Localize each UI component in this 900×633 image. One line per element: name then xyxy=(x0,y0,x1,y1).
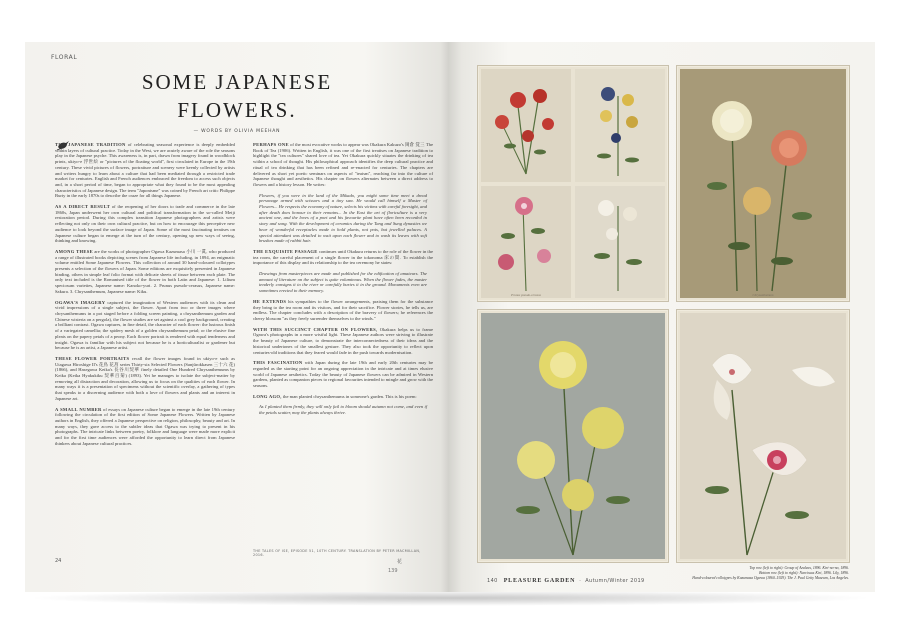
paragraph xyxy=(253,249,433,266)
paragraph-text: with Japan during the late 19th and early 20th centuries may be regarded as the starting point for an ongoing appreciation in the intricate and at times elusive world of Japanese aesthetics. Today the beauty of Japanese flowers can be admired in Western gardens, planted as companion pieces to regional favourites intended to mingle and grow with the seasons. xyxy=(253,360,433,389)
section-tag: FLORAL xyxy=(51,54,78,61)
quote-text: Flowers, if you were in the land of the Mikado, you might some time meet a dread personage armed with scissors and a tiny saw. He would call himself a Master of Flowers... He respects the economy of nature, selects his victims with careful foresight, and after death does honour to their remains... In the East the art of floriculture is a very ancient one, and the loves of a poet and his favourite plant have often been recorded in story and song. With the development of ceramics during the Tang and Sung dynasties we hear of wonderful receptacles made to hold plants, not pots, but jewelled palaces. A special attendant was detailed to wait upon each flower and to wash its leaves with soft brushes made of rabbit hair. xyxy=(259,192,427,244)
paragraph-text: of the most evocative works to appear was Okakura Kakuzo's 岡倉 覚三 The Book of Tea (1906). Written in English, it was one of the first treatises on Japanese tradition to highlight the "tea cultures" shared love of tea. Yet Okakura quickly situates the drinking of tea within a school of thought. His philosophical approach identifies the deep cultural practice and ritual of tea drinking that has been refined and re-enacted for centuries. The chapters are delivered as short yet poetic seminars on aspects of "teaism", reaching far into the culture of Japanese thought and aesthetics. His chapter on flowers alternates between a direct address to flowers and a history lesson. He writes: xyxy=(253,142,433,187)
right-page xyxy=(449,42,875,592)
gutter-number-left: 139 xyxy=(388,568,398,574)
paragraph-text: recall the flower images found in ukiyo-e such as Utagawa Hiroshige II's 花鳥 花菖 series Thirty-six Selected Flowers (Sanjūrokkasen 三十六 花) (1866), and Hasegawa Keika's 長谷川契華 finely detailed One Hundred Chrysanthemums by Keika (Keika Hyakukiku 契華百菊) (1893). Yet he manages to isolate the subject-matter by removing all distraction and decoration, allowing us to focus on the qualities of each flower. In many ways it is a presentation of specimens without the scientific overlay, a gathering of types that speaks to a discerning audience with both a love of flowers and plants and an interest in Japanese art. xyxy=(55,355,236,401)
footnote: THE TALES OF ISE, EPISODE 51, 10TH CENTURY. TRANSLATION BY PETER MACMILLAN, 2016. xyxy=(253,549,421,557)
photo-caption xyxy=(619,566,849,581)
paragraph-lead: AS A DIRECT RESULT xyxy=(55,204,111,210)
paragraph xyxy=(55,407,235,447)
flower-grid-illustration xyxy=(478,66,668,301)
plate-yellow-chrysanthemum xyxy=(477,309,669,563)
paragraph xyxy=(253,404,433,415)
article-title xyxy=(25,68,449,124)
paragraph xyxy=(253,193,433,244)
kanji-mark: 花 xyxy=(397,559,403,565)
column-a xyxy=(55,142,235,451)
column-b xyxy=(253,142,433,421)
paragraph-text: his sympathies to the flower arrangements, praising them for the substance they bring to the tea room and its visitors, and for their sacrifice. Flower stories, he tells us, are endless. The chapter concludes with a description of the bravery of flowers; he references the cherry blossom "as they freely surrender themselves to the winds." xyxy=(253,298,433,321)
caption-line-2: Bottom row (left to right): Narcissus Kiri, 1896. Lily, 1896. xyxy=(759,571,849,575)
title-line-1: SOME JAPANESE xyxy=(141,70,333,94)
quote-text: Drawings from masterpieces are made and published for the edification of amateurs. The amount of literature on the subject is quite voluminous. When the flower fades, the master tenderly consigns it to the river or carefully buries it in the ground. Monuments even are sometimes erected to their memory. xyxy=(259,271,427,294)
paragraph-text: are the works of photographer Ogawa Kazumasa 小川 一眞, who produced a range of illustrated books depicting scenes from Japanese life including, in 1894, an enigmatic volume entitled Some Japanese Flowers. This collection of around 30 hand-coloured collotypes presents a selection of the flowers of Japan. Some editions are exquisitely presented in Japanese binding, others in simple leaf folio format with delicate sheets of tissue between each plate. The only text included is the Romanised title of the flower in both Latin and Japanese: 1. Lilium speciosum varieties, Japanese name: Kanoko-yuri. 2. Prunus pseudo-cerasus, Japanese name: Sakura. 3. Chrysanthemum, Japanese name: Kiku. xyxy=(55,248,235,294)
plate-chrysanthemums xyxy=(676,65,850,302)
paragraph-text: of celebrating seasonal experience is deeply embedded within layers of cultural practice. Today in the West, we are acutely aware of the role the seasons play in the Japanese psyche. This awareness is, in part, drawn from imagery found in woodblock prints, ukiyo-e 浮世絵 or "pictures of the floating world", first circulated in Europe in the 19th century. These vivid pictures of flowers, portraiture and scenery were keenly collected by artists and writers hungry to learn about a culture that had been mediated through a restricted trade market for centuries. English and French audiences embraced the freedom to access such objects and, in a short period of time, began to appropriate what they found to be the most appealing characteristics of Japanese design. The term "Japonisme" was coined by French art critic Philippe Burty in the early 1870s to describe the craze for all things Japanese. xyxy=(55,142,235,199)
plate-caption-chrysanthemum: Chrysanthemum xyxy=(752,293,774,297)
paragraph xyxy=(55,204,235,244)
left-page xyxy=(25,42,449,592)
paragraph xyxy=(253,299,433,322)
plate-flower-grid xyxy=(477,65,669,302)
paragraph-lead: THE EXQUISITE PASSAGE xyxy=(253,248,318,254)
paragraph-text: the man planted chrysanthemums in someone's garden. This is his poem: xyxy=(281,393,417,399)
paragraph xyxy=(253,327,433,356)
chrysanthemum-illustration xyxy=(677,66,849,301)
paragraph-text: of the reopening of her doors to trade and commerce in the late 1860s, Japan underwent her own cultural and political transformation in the so-called Meiji restoration period. During this complex transition Japanese photographers and artists were reflecting not only on their own cultural practice, but on how to encourage this perceptive new audience to look beyond the surface image of Japan. Some of the most fascinating treatises on Japanese culture began to emerge at the turn of the century, opening up new ways of seeing, thinking and knowing. xyxy=(55,204,235,244)
paragraph xyxy=(253,271,433,294)
plate-lilies xyxy=(676,309,850,563)
magazine-name: PLEASURE GARDEN xyxy=(503,578,576,584)
page-number-right: 140 xyxy=(487,578,498,584)
paragraph xyxy=(55,300,235,351)
paragraph xyxy=(253,394,433,400)
title-line-2: FLOWERS. xyxy=(177,98,297,122)
paragraph-lead: AMONG THESE xyxy=(55,248,93,254)
paragraph-lead: WITH THIS SUCCINCT CHAPTER ON FLOWERS, xyxy=(253,326,378,332)
caption-line-3: Hand-coloured collotypes by Kazumasa Ogawa (1860–1929). The J. Paul Getty Museum, Los Angeles. xyxy=(692,576,849,580)
caption-line-1: Top row (left to right): Group of Azaleas, 1896. Kiri-no-no, 1896. xyxy=(749,566,849,570)
yellow-chrysanthemum-illustration xyxy=(478,310,668,562)
paragraph xyxy=(253,142,433,188)
paragraph-lead: OGAWA'S IMAGERY xyxy=(55,299,106,305)
paragraph xyxy=(253,360,433,389)
running-footer: 140 PLEASURE GARDEN · Autumn/Winter 2019 xyxy=(487,578,645,584)
lily-illustration xyxy=(677,310,849,562)
paragraph-lead: A SMALL NUMBER xyxy=(55,406,102,412)
paragraph-lead: PERHAPS ONE xyxy=(253,142,289,147)
spread-shadow xyxy=(25,590,875,606)
paragraph-lead: THESE FLOWER PORTRAITS xyxy=(55,355,130,361)
paragraph-lead: HE EXTENDS xyxy=(253,298,287,304)
paragraph-lead: THE JAPANESE TRADITION xyxy=(55,142,126,147)
plate-caption-pink: Prunus pseudo-cerasus xyxy=(511,293,541,297)
page-number-left: 24 xyxy=(55,558,62,564)
paragraph-text: continues until Okakura returns to the role of the flower in the tea room, the careful placement of a single flower in the tokonoma 床の間. To establish the importance of this display and its relationship to the tea ceremony he states: xyxy=(253,248,434,266)
quote-text: As I planted them firmly, they will only fail to bloom should autumn not come, and even if the petals scatter, may the plants always thrive. xyxy=(259,404,427,416)
paragraph-lead: THIS FASCINATION xyxy=(253,360,303,366)
paragraph-text: Okakura helps us to frame Ogawa's photographs in a more wistful light. These Japanese authors were striving to illustrate the beauty of Japanese culture, to demonstrate the interconnectedness of their ideas and the historical undertones of the smallest gesture. They also took the opportunity to reflect upon centuries-old traditions that they feared would fade in the push towards modernisation. xyxy=(253,326,433,355)
paragraph-lead: LONG AGO, xyxy=(253,393,282,399)
paragraph xyxy=(55,249,235,295)
byline: — WORDS BY OLIVIA MEEHAN xyxy=(193,129,281,134)
paragraph-text: captured the imagination of Western audiences with its clean and vivid impressions of a single subject, the flower. Apart from two or three images where chrysanthemums in a pot staged before a folding screen painting, a chrysanthemum garden and Chinese wisteria on a pergola), the flower studies are set against a cool grey background, creating a brilliant contrast. Ogawa captures, in fine detail, the character of each flower: the lustrous finish of a variegated camellia; the spidery mesh of a golden chrysanthemum petal; or the elusive fine pleats on the papery petals of a peony. Each flower portrait is rendered with equal tenderness and insight. Ogawa is familiar with his subject not because he is a horticulturalist or gardener but because he is an artist, a Japanese artist. xyxy=(55,299,235,351)
paragraph-text: of essays on Japanese culture began to emerge in the late 19th century following the circulation of the first edition of Some Japanese Flowers. Written by Japanese authors in English, they offered a Japanese perspective on religion, philosophy, beauty and art. In many ways, they gave access to the subtler ideas that Ogawa was trying to present in his photographs. The intricate links between poetry, folklore and language were made more explicit and for the first time audiences were afforded the opportunity to learn direct from Japanese thinkers about Japanese cultural practices. xyxy=(55,406,236,446)
issue-label: Autumn/Winter 2019 xyxy=(585,578,645,584)
paragraph xyxy=(55,356,235,402)
paragraph xyxy=(55,142,235,199)
